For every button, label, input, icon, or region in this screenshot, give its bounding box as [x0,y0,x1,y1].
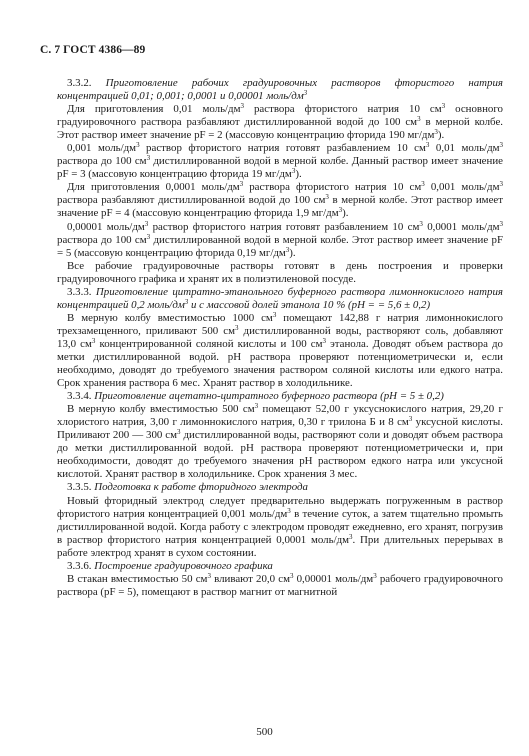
section-3-3-5-heading: 3.3.5. Подготовка к работе фторидного электрода [67,481,309,494]
document-body [57,73,503,599]
section-3-3-3-heading: 3.3.3. Приготовление цитратно-этанольного буферного раствора лимоннокислого натрия концентрацией 0,2 моль/$дм^3$ и с массовой долей этанола 10 % (pH = = 5,6 ± 0,2) [57,285,503,311]
paragraph-calibration: В стакан вместимостью 50 $см^3$ вливают 20,0 $см^3$ 0,00001 моль/$дм^3$ рабочего градуировочного раствора (pF = 5), помещают в раствор магнит от магнитной [57,571,503,598]
paragraph-0-01-solution: Для приготовления 0,01 моль/$дм^3$ раствора фтористого натрия 10 $см^3$ основного градуировочного раствора разбавляют дистиллированной водой до 100 $см^3$ в мерной колбе. Этот раствор имеет значение pF = 2 (массовую концентрацию фторида 190 $мг/дм^3$). [57,102,504,142]
section-3-3-6-heading: 3.3.6. Построение градуировочного графика [67,559,273,572]
section-3-3-4-heading: 3.3.4. Приготовление ацетатно-цитратного буферного раствора (pH = 5 ± 0,2) [67,390,444,403]
paragraph-acetate-buffer: В мерную колбу вместимостью 500 $см^3$ помещают 52,00 г уксуснокислого натрия, 29,20 г хлористого натрия, 3,00 г лимоннокислого натрия, 0,30 г трилона Б и 8 $см^3$ уксусной кислоты. Приливают 200 — 300 $см^3$ дистиллированной воды, растворяют соли и доводят объем раствора до метки дистиллированной водой. pH раствора проверяют потенциометрически и, при необходимости, доводят до требуемого значения pH раствором едкого натра или уксусной кислотой. Хранят раствор в холодильнике. Срок хранения 3 мес. [57,402,503,481]
paragraph-0-001-solution: 0,001 моль/$дм^3$ раствор фтористого натрия готовят разбавлением 10 $см^3$ 0,01 моль/$дм^3$ раствора до 100 $см^3$ дистиллированной водой в мерной колбе. Данный раствор имеет значение pF = 3 (массовую концентрацию фторида 19 $мг/дм^3$). [57,141,504,181]
running-header: С. 7 ГОСТ 4386—89 [40,44,146,56]
paragraph-storage-note: Все рабочие градуировочные растворы готовят в день построения и проверки градуировочного графика и хранят их в полиэтиленовой посуде. [57,259,503,285]
paragraph-electrode-prep: Новый фторидный электрод следует предварительно выдержать погруженным в раствор фтористого натрия концентрацией 0,001 моль/$дм^3$ в течение суток, а затем тщательно промыть дистиллированной водой. Когда работу с электродом проводят ежедневно, его хранят, погрузив в раствор фтористого натрия концентрацией 0,0001 моль/$дм^3$. При длительных перерывах в работе электрод хранят в сухом состоянии. [57,494,504,559]
paragraph-citrate-buffer: В мерную колбу вместимостью 1000 $см^3$ помещают 142,88 г натрия лимоннокислого трехзамещенного, приливают 500 $см^3$ дистиллированной воды, растворяют соль, добавляют 13,0 $см^3$ концентрированной соляной кислоты и 100 $см^3$ этанола. Доводят объем раствора до метки дистиллированной водой. pH раствора проверяют потенциометрически и, если необходимо, доводят до требуемого значения раствором соляной кислоты или едкого натра. Срок хранения раствора 6 мес. Хранят раствор в холодильнике. [57,310,504,390]
section-3-3-2-heading: 3.3.2. Приготовление рабочих градуировочных растворов фтористого натрия концентрацией 0,01; 0,001; 0,0001 и 0,00001 моль/$дм^3$ [57,77,503,103]
paragraph-0-00001-solution: 0,00001 моль/$дм^3$ раствор фтористого натрия готовят разбавлением 10 $см^3$ 0,0001 моль/$дм^3$ раствора до 100 $см^3$ дистиллированной водой в мерной колбе. Этот раствор имеет значение pF = 5 (массовую концентрацию фторида 0,19 $мг/дм^3$). [57,219,504,259]
paragraph-0-0001-solution: Для приготовления 0,0001 моль/$дм^3$ раствора фтористого натрия 10 $см^3$ 0,001 моль/$дм^3$ раствора разбавляют дистиллированной водой до 100 $см^3$ в мерной колбе. Этот раствор имеет значение pF = 4 (массовую концентрацию фторида 1,9 $мг/дм^3$). [57,180,503,220]
page-number: 500 [256,726,273,738]
